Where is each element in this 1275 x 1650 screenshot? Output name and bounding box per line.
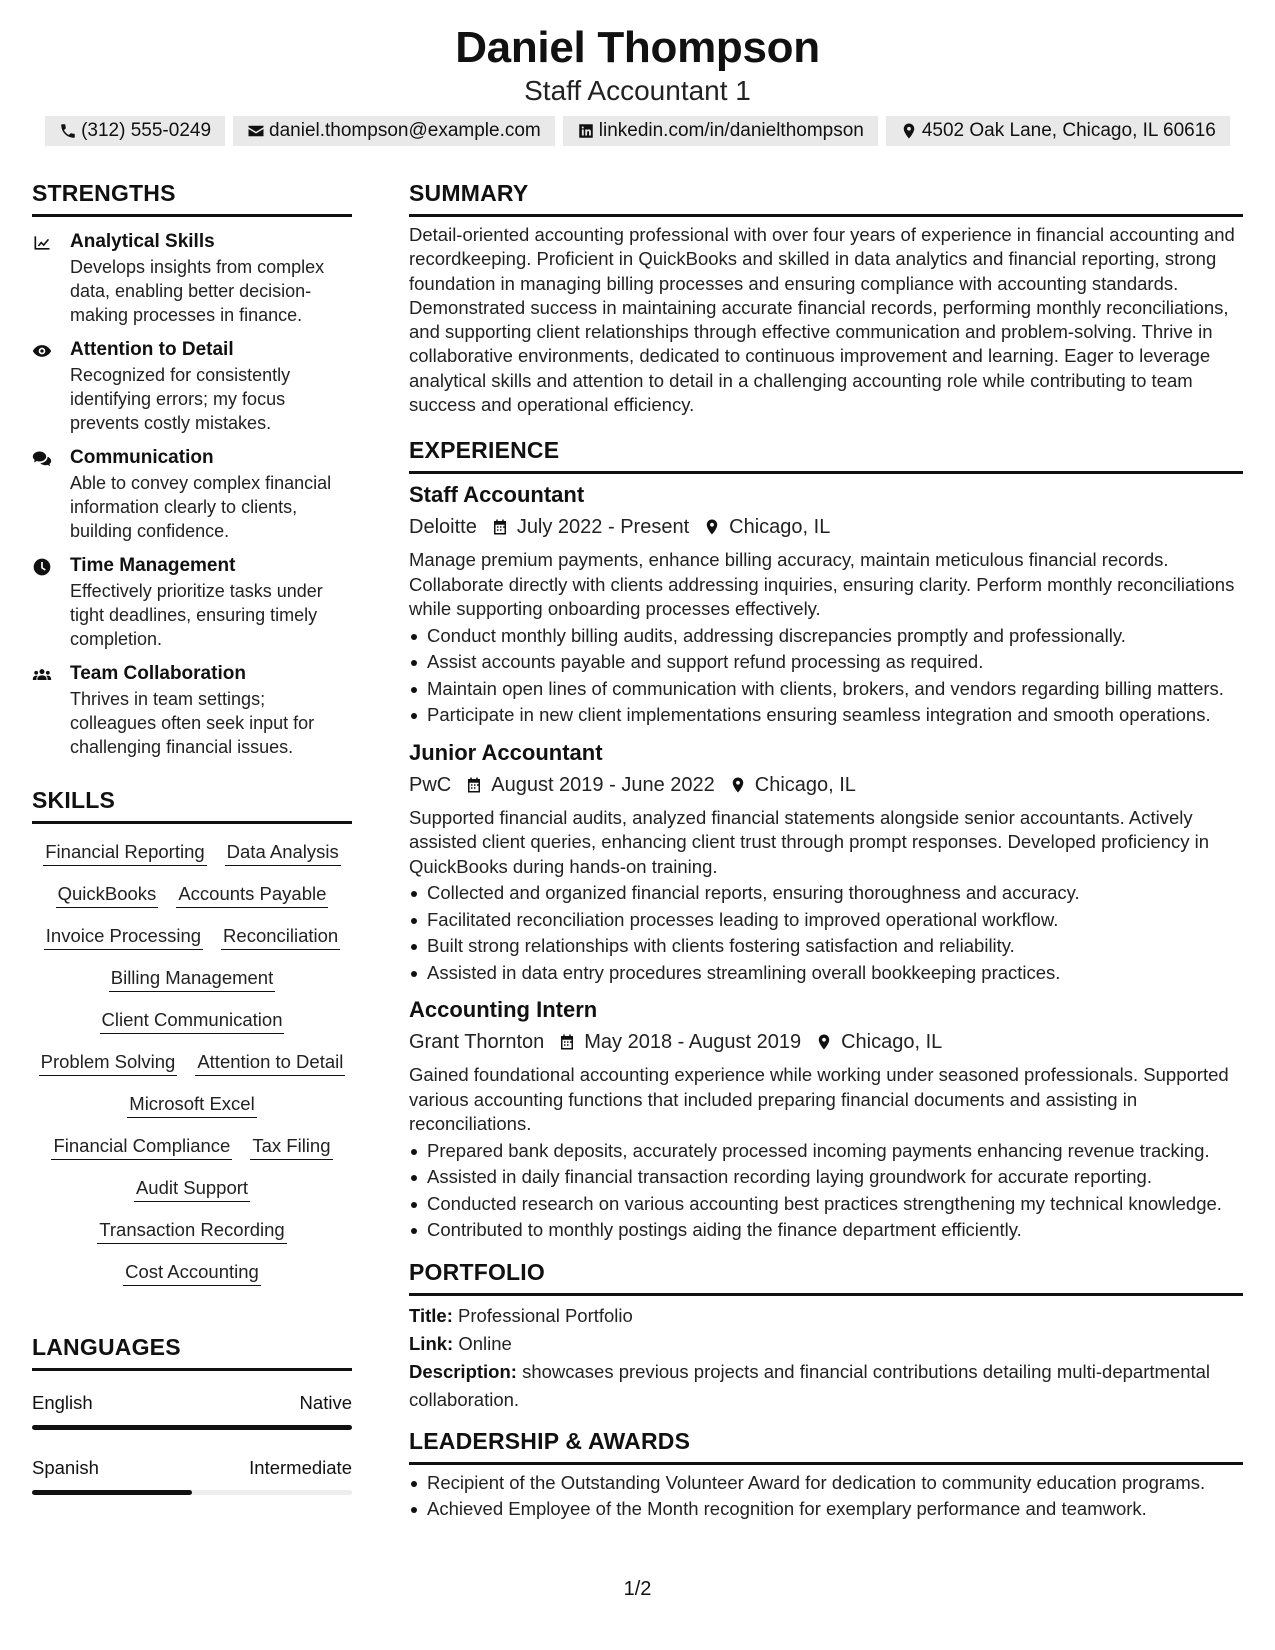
- job-location: Chicago, IL: [729, 516, 831, 539]
- portfolio-link[interactable]: Online: [458, 1332, 512, 1354]
- strength-item: [32, 445, 352, 543]
- job-description: Manage premium payments, enhance billing accuracy, maintain meticulous financial records. Collaborate directly with clients addressing inquiries, ensuring clarity. Perform monthly reconciliations while supporting onboarding processes effectively.: [409, 549, 1235, 620]
- language-proficiency-bar: [32, 1490, 352, 1495]
- candidate-title: Staff Accountant 1: [524, 75, 751, 106]
- language-name: Spanish: [32, 1457, 99, 1478]
- strength-title: Time Management: [70, 555, 236, 576]
- strength-title: Communication: [70, 447, 214, 468]
- skill-tag: Microsoft Excel: [127, 1092, 256, 1118]
- job-company: PwC: [409, 773, 452, 796]
- language-level: Native: [299, 1392, 352, 1413]
- strengths-list: [32, 229, 352, 759]
- skill-tag: Data Analysis: [225, 840, 341, 866]
- leadership-item: Recipient of the Outstanding Volunteer Award for dedication to community education programs.: [427, 1471, 1243, 1496]
- job-bullet: Prepared bank deposits, accurately processed incoming payments enhancing revenue tracking.: [427, 1139, 1243, 1164]
- job-entry: [409, 738, 1243, 986]
- skill-tag: Transaction Recording: [97, 1218, 286, 1244]
- contact-address: [886, 116, 1230, 146]
- language-item: [32, 1391, 352, 1430]
- portfolio-desc-label: Description:: [409, 1360, 517, 1382]
- job-entry: [409, 480, 1243, 728]
- language-proficiency-fill: [32, 1425, 352, 1430]
- experience-heading: EXPERIENCE: [409, 435, 1243, 474]
- skills-list: [32, 840, 352, 1286]
- job-meta: [409, 512, 1243, 542]
- calendar-icon: [465, 776, 483, 794]
- job-bullet: Maintain open lines of communication with clients, brokers, and vendors regarding billing matters.: [427, 677, 1243, 702]
- summary-text: Detail-oriented accounting professional with over four years of experience in financial accounting and recordkeeping. Proficient in QuickBooks and skilled in data analytics and financial reporting, strong foundation in managing billing processes and ensuring compliance with accounting standards. Demonstrated success in maintaining accurate financial records, performing monthly reconciliations, and supporting client relationships through effective communication and problem-solving. Thrive in collaborative environments, dedicated to continuous improvement and learning. Eager to leverage analytical skills and attention to detail in a challenging accounting role while contributing to team success and operational efficiency.: [409, 224, 1235, 416]
- skill-tag: Problem Solving: [39, 1050, 178, 1076]
- skill-tag: Cost Accounting: [123, 1260, 261, 1286]
- contact-bar: [0, 116, 1275, 146]
- strength-desc: Recognized for consistently identifying errors; my focus prevents costly mistakes.: [70, 365, 291, 433]
- job-meta: [409, 770, 1243, 800]
- job-company: Deloitte: [409, 516, 477, 539]
- job-bullet: Facilitated reconciliation processes leading to improved operational workflow.: [427, 908, 1243, 933]
- portfolio-desc-value: showcases previous projects and financial contributions detailing multi-departmental collaboration.: [409, 1360, 1211, 1410]
- strength-desc: Effectively prioritize tasks under tight deadlines, ensuring timely completion.: [70, 581, 323, 649]
- resume-header: [0, 22, 1275, 146]
- skill-tag: Reconciliation: [221, 924, 340, 950]
- map-marker-icon: [815, 1033, 833, 1051]
- portfolio-heading: PORTFOLIO: [409, 1257, 1243, 1296]
- job-company: Grant Thornton: [409, 1031, 545, 1054]
- strength-title: Team Collaboration: [70, 663, 246, 684]
- skills-heading: SKILLS: [32, 785, 352, 824]
- job-description: Gained foundational accounting experience while working under seasoned professionals. Supported various accounting functions that included preparing financial documents and assisting in reconciliations.: [409, 1064, 1229, 1135]
- language-item: [32, 1456, 352, 1495]
- portfolio-link-line: [409, 1330, 1243, 1358]
- leadership-heading: LEADERSHIP & AWARDS: [409, 1426, 1243, 1465]
- candidate-name: Daniel Thompson: [455, 23, 820, 72]
- portfolio-desc-line: [409, 1358, 1243, 1414]
- comments-icon: [32, 449, 52, 469]
- job-title: Staff Accountant: [409, 482, 585, 508]
- language-proficiency-bar: [32, 1425, 352, 1430]
- phone-icon: [59, 122, 77, 140]
- languages-list: [32, 1391, 352, 1495]
- contact-address-text: 4502 Oak Lane, Chicago, IL 60616: [921, 120, 1216, 141]
- language-proficiency-fill: [32, 1490, 192, 1495]
- skill-tag: Financial Compliance: [51, 1134, 232, 1160]
- job-bullets: [409, 624, 1243, 728]
- portfolio-link-label: Link:: [409, 1332, 454, 1354]
- skill-tag: Attention to Detail: [195, 1050, 345, 1076]
- job-bullet: Participate in new client implementations ensuring seamless integration and smooth operations.: [427, 703, 1243, 728]
- job-meta: [409, 1027, 1243, 1057]
- strength-desc: Develops insights from complex data, enabling better decision-making processes in finance.: [70, 257, 325, 325]
- page-number: 1/2: [623, 1578, 652, 1600]
- job-dates: August 2019 - June 2022: [491, 773, 715, 796]
- strengths-heading: STRENGTHS: [32, 178, 352, 217]
- leadership-list: [409, 1471, 1243, 1522]
- job-dates: July 2022 - Present: [516, 516, 690, 539]
- contact-linkedin[interactable]: [563, 116, 878, 146]
- contact-phone[interactable]: [45, 116, 225, 146]
- skill-tag: Tax Filing: [250, 1134, 332, 1160]
- job-location: Chicago, IL: [754, 773, 856, 796]
- job-bullet: Assist accounts payable and support refund processing as required.: [427, 650, 1243, 675]
- envelope-icon: [247, 122, 265, 140]
- job-entry: [409, 995, 1243, 1243]
- portfolio-title-value: Professional Portfolio: [458, 1304, 633, 1326]
- skill-tag: QuickBooks: [56, 882, 159, 908]
- strength-desc: Thrives in team settings; colleagues often seek input for challenging financial issues.: [70, 689, 315, 757]
- map-marker-icon: [729, 776, 747, 794]
- strength-item: [32, 229, 352, 327]
- job-location: Chicago, IL: [841, 1031, 943, 1054]
- job-description: Supported financial audits, analyzed financial statements alongside senior accountants. Actively assisted client queries, enhancing client trust through prompt responses. Developed proficiency in QuickBooks during hands-on training.: [409, 806, 1210, 877]
- strength-title: Attention to Detail: [70, 339, 234, 360]
- portfolio-title-line: [409, 1302, 1243, 1330]
- job-dates: May 2018 - August 2019: [584, 1031, 802, 1054]
- eye-icon: [32, 341, 52, 361]
- right-column: [409, 178, 1243, 1522]
- contact-linkedin-text: linkedin.com/in/danielthompson: [598, 120, 864, 141]
- job-bullet: Built strong relationships with clients fostering satisfaction and reliability.: [427, 934, 1243, 959]
- portfolio-block: [409, 1302, 1243, 1414]
- job-bullet: Contributed to monthly postings aiding the finance department efficiently.: [427, 1218, 1243, 1243]
- job-title: Junior Accountant: [409, 739, 603, 765]
- language-level: Intermediate: [249, 1457, 352, 1478]
- linkedin-icon: [577, 122, 595, 140]
- job-bullet: Collected and organized financial reports, ensuring thoroughness and accuracy.: [427, 881, 1243, 906]
- calendar-icon: [491, 518, 509, 536]
- map-marker-icon: [703, 518, 721, 536]
- job-bullet: Conduct monthly billing audits, addressing discrepancies promptly and professionally.: [427, 624, 1243, 649]
- job-bullets: [409, 881, 1243, 985]
- languages-heading: LANGUAGES: [32, 1332, 352, 1371]
- job-bullet: Conducted research on various accounting best practices strengthening my technical knowledge.: [427, 1192, 1243, 1217]
- leadership-item: Achieved Employee of the Month recognition for exemplary performance and teamwork.: [427, 1497, 1243, 1522]
- contact-phone-text: (312) 555-0249: [81, 120, 212, 141]
- skill-tag: Invoice Processing: [44, 924, 203, 950]
- strength-desc: Able to convey complex financial information clearly to clients, building confidence.: [70, 473, 332, 541]
- skill-tag: Audit Support: [134, 1176, 250, 1202]
- strength-item: [32, 661, 352, 759]
- clock-icon: [32, 557, 52, 577]
- users-icon: [32, 665, 52, 685]
- strength-title: Analytical Skills: [70, 231, 215, 252]
- portfolio-title-label: Title:: [409, 1304, 453, 1326]
- calendar-icon: [558, 1033, 576, 1051]
- summary-heading: SUMMARY: [409, 178, 1243, 217]
- map-marker-icon: [900, 122, 918, 140]
- strength-item: [32, 337, 352, 435]
- skill-tag: Accounts Payable: [176, 882, 328, 908]
- left-column: [32, 178, 352, 1495]
- skill-tag: Client Communication: [100, 1008, 285, 1034]
- job-bullet: Assisted in data entry procedures streamlining overall bookkeeping practices.: [427, 961, 1243, 986]
- job-title: Accounting Intern: [409, 997, 598, 1023]
- job-bullet: Assisted in daily financial transaction recording laying groundwork for accurate reporting.: [427, 1165, 1243, 1190]
- skill-tag: Billing Management: [109, 966, 275, 992]
- strength-item: [32, 553, 352, 651]
- chart-line-icon: [32, 233, 52, 253]
- language-name: English: [32, 1392, 93, 1413]
- skill-tag: Financial Reporting: [43, 840, 206, 866]
- contact-email-text: daniel.thompson@example.com: [269, 120, 541, 141]
- contact-email[interactable]: [233, 116, 555, 146]
- job-bullets: [409, 1139, 1243, 1243]
